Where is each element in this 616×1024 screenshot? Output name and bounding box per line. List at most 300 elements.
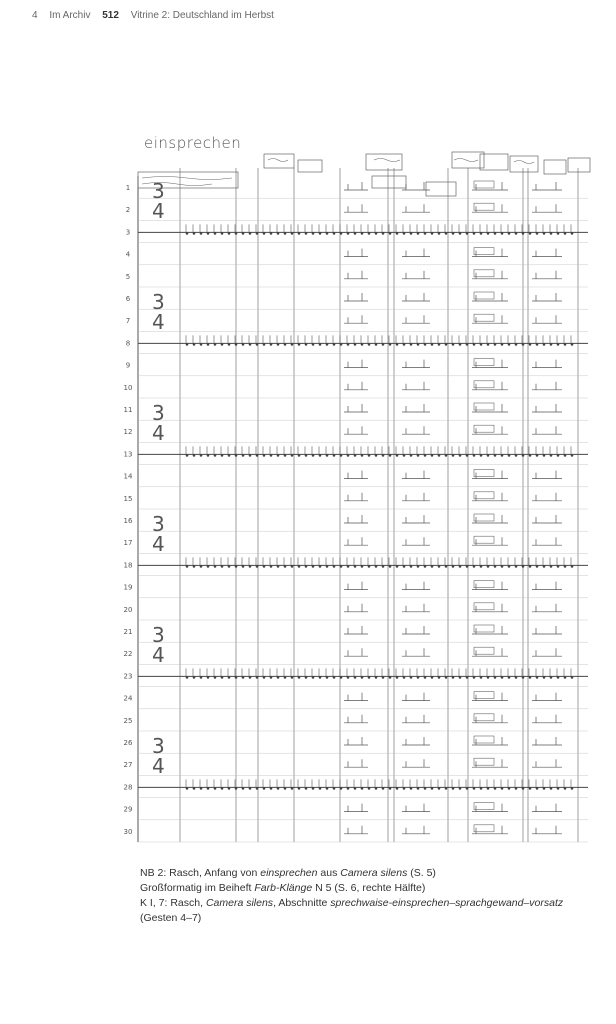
row-number: 5 — [125, 272, 131, 281]
note-head — [305, 565, 308, 568]
note-head — [564, 565, 567, 568]
notation-figure — [532, 715, 562, 723]
note-head — [536, 565, 539, 568]
note-head — [389, 343, 392, 346]
note-head — [263, 787, 266, 790]
note-head — [214, 565, 217, 568]
note-head — [200, 343, 203, 346]
header-handwriting — [374, 159, 400, 162]
header-handwriting — [454, 159, 478, 162]
note-head — [424, 454, 427, 457]
note-head — [431, 454, 434, 457]
note-head — [445, 454, 448, 457]
notation-figure — [344, 759, 368, 767]
note-head — [340, 565, 343, 568]
note-head — [487, 454, 490, 457]
note-head — [354, 676, 357, 679]
time-signature-top: 3 — [152, 734, 165, 758]
notation-figure — [472, 426, 508, 434]
note-head — [480, 232, 483, 235]
note-head — [361, 454, 364, 457]
note-head — [312, 787, 315, 790]
notation-figure — [402, 315, 430, 323]
note-head — [417, 787, 420, 790]
note-head — [375, 232, 378, 235]
notation-figure — [472, 582, 508, 590]
note-head — [452, 454, 455, 457]
notation-box — [474, 514, 494, 521]
notation-box — [474, 758, 494, 765]
note-head — [445, 232, 448, 235]
note-head — [347, 787, 350, 790]
notation-figure — [344, 537, 368, 545]
note-head — [263, 343, 266, 346]
row-number: 6 — [125, 295, 131, 303]
note-head — [242, 232, 245, 235]
note-head — [396, 676, 399, 679]
note-head — [340, 787, 343, 790]
notation-figure — [532, 826, 562, 834]
note-head — [277, 565, 280, 568]
note-head — [242, 343, 245, 346]
note-head — [361, 676, 364, 679]
note-head — [410, 676, 413, 679]
row-number: 12 — [123, 428, 133, 437]
score-manuscript — [118, 134, 602, 846]
notation-figure — [472, 315, 508, 323]
note-head — [494, 454, 497, 457]
notation-figure — [472, 759, 508, 767]
note-head — [564, 343, 567, 346]
note-head — [249, 565, 252, 568]
row-number: 8 — [125, 339, 131, 348]
note-head — [291, 565, 294, 568]
note-head — [256, 454, 259, 457]
note-head — [480, 676, 483, 679]
note-head — [347, 565, 350, 568]
time-signature-top: 3 — [152, 290, 165, 314]
note-head — [270, 454, 273, 457]
note-head — [186, 343, 189, 346]
notation-figure — [472, 648, 508, 656]
note-head — [431, 676, 434, 679]
notation-figure — [472, 804, 508, 812]
notation-figure — [532, 515, 562, 523]
note-head — [228, 787, 231, 790]
section-name: Im Archiv — [49, 10, 91, 21]
note-head — [382, 454, 385, 457]
note-head — [487, 343, 490, 346]
note-head — [536, 343, 539, 346]
notation-figure — [532, 271, 562, 279]
note-head — [221, 676, 224, 679]
note-head — [522, 454, 525, 457]
notation-figure — [344, 582, 368, 590]
notation-figure — [344, 804, 368, 812]
note-head — [557, 343, 560, 346]
note-head — [319, 343, 322, 346]
notation-figure — [472, 382, 508, 390]
notation-figure — [532, 537, 562, 545]
note-head — [571, 232, 574, 235]
row-number: 13 — [123, 450, 133, 459]
note-head — [354, 454, 357, 457]
note-head — [487, 787, 490, 790]
note-head — [200, 232, 203, 235]
time-signature-bottom: 4 — [152, 532, 165, 556]
note-head — [424, 343, 427, 346]
note-head — [235, 787, 238, 790]
notation-box — [474, 181, 494, 188]
note-head — [326, 454, 329, 457]
notation-box — [474, 381, 494, 388]
note-head — [396, 454, 399, 457]
row-number: 28 — [123, 783, 133, 792]
note-head — [277, 454, 280, 457]
note-head — [249, 454, 252, 457]
note-head — [242, 676, 245, 679]
note-head — [347, 454, 350, 457]
note-head — [536, 232, 539, 235]
notation-figure — [402, 204, 430, 212]
note-head — [571, 565, 574, 568]
note-head — [284, 787, 287, 790]
note-head — [277, 787, 280, 790]
note-head — [403, 787, 406, 790]
note-head — [305, 676, 308, 679]
note-head — [557, 787, 560, 790]
row-number: 10 — [123, 383, 133, 392]
note-head — [228, 565, 231, 568]
note-head — [543, 676, 546, 679]
note-head — [221, 232, 224, 235]
header-box — [568, 158, 590, 172]
note-head — [557, 232, 560, 235]
note-head — [403, 232, 406, 235]
running-head — [32, 10, 274, 21]
note-head — [207, 232, 210, 235]
note-head — [431, 787, 434, 790]
note-head — [487, 676, 490, 679]
notation-box — [474, 647, 494, 654]
note-head — [529, 343, 532, 346]
notation-figure — [402, 515, 430, 523]
note-head — [361, 232, 364, 235]
note-head — [193, 787, 196, 790]
notation-figure — [344, 182, 368, 190]
note-head — [305, 343, 308, 346]
notation-figure — [532, 404, 562, 412]
note-head — [284, 454, 287, 457]
note-head — [571, 787, 574, 790]
note-head — [263, 565, 266, 568]
note-head — [396, 232, 399, 235]
notation-figure — [344, 360, 368, 368]
notation-box — [474, 470, 494, 477]
note-head — [466, 676, 469, 679]
note-head — [256, 565, 259, 568]
score-title: einsprechen — [144, 134, 242, 152]
note-head — [368, 343, 371, 346]
notation-figure — [402, 759, 430, 767]
notation-box — [474, 403, 494, 410]
row-number: 7 — [125, 317, 131, 326]
note-head — [494, 343, 497, 346]
row-number: 22 — [123, 650, 133, 659]
note-head — [270, 565, 273, 568]
note-head — [291, 232, 294, 235]
note-head — [326, 343, 329, 346]
note-head — [571, 343, 574, 346]
notation-figure — [532, 315, 562, 323]
note-head — [473, 787, 476, 790]
note-head — [270, 787, 273, 790]
notation-figure — [472, 693, 508, 701]
note-head — [375, 787, 378, 790]
note-head — [368, 454, 371, 457]
note-head — [515, 565, 518, 568]
note-head — [543, 565, 546, 568]
notation-figure — [402, 626, 430, 634]
header-box — [372, 176, 406, 188]
page-left-number: 4 — [32, 10, 38, 21]
note-head — [459, 787, 462, 790]
note-head — [417, 676, 420, 679]
note-head — [200, 565, 203, 568]
row-number: 9 — [125, 361, 131, 370]
note-head — [452, 343, 455, 346]
note-head — [291, 454, 294, 457]
notation-box — [474, 692, 494, 699]
note-head — [396, 787, 399, 790]
time-signature-bottom: 4 — [152, 754, 165, 778]
notation-figure — [472, 471, 508, 479]
note-head — [242, 787, 245, 790]
note-head — [382, 565, 385, 568]
notation-figure — [472, 737, 508, 745]
note-head — [473, 565, 476, 568]
notation-figure — [344, 404, 368, 412]
note-head — [333, 787, 336, 790]
note-head — [389, 787, 392, 790]
note-head — [529, 676, 532, 679]
note-head — [501, 565, 504, 568]
note-head — [186, 565, 189, 568]
note-head — [291, 787, 294, 790]
notation-figure — [344, 471, 368, 479]
notation-figure — [532, 804, 562, 812]
note-head — [368, 676, 371, 679]
notation-figure — [532, 626, 562, 634]
note-head — [459, 232, 462, 235]
notation-figure — [344, 826, 368, 834]
note-head — [522, 787, 525, 790]
note-head — [277, 232, 280, 235]
note-head — [382, 787, 385, 790]
note-head — [403, 676, 406, 679]
note-head — [571, 454, 574, 457]
notation-figure — [402, 693, 430, 701]
notation-figure — [344, 626, 368, 634]
note-head — [298, 676, 301, 679]
notation-figure — [402, 648, 430, 656]
note-head — [473, 454, 476, 457]
note-head — [529, 565, 532, 568]
note-head — [312, 565, 315, 568]
note-head — [501, 454, 504, 457]
note-head — [193, 454, 196, 457]
note-head — [200, 787, 203, 790]
note-head — [375, 565, 378, 568]
note-head — [368, 232, 371, 235]
note-head — [557, 676, 560, 679]
note-head — [501, 676, 504, 679]
note-head — [361, 787, 364, 790]
note-head — [536, 787, 539, 790]
row-number: 23 — [123, 672, 133, 681]
note-head — [508, 454, 511, 457]
row-number: 2 — [125, 206, 131, 215]
note-head — [298, 454, 301, 457]
notation-figure — [532, 360, 562, 368]
note-head — [347, 343, 350, 346]
note-head — [242, 454, 245, 457]
notation-figure — [344, 515, 368, 523]
row-number: 4 — [125, 250, 131, 259]
note-head — [340, 676, 343, 679]
note-head — [235, 454, 238, 457]
notation-figure — [472, 271, 508, 279]
notation-figure — [402, 271, 430, 279]
note-head — [564, 454, 567, 457]
note-head — [515, 343, 518, 346]
note-head — [221, 454, 224, 457]
note-head — [305, 232, 308, 235]
note-head — [249, 787, 252, 790]
note-head — [235, 676, 238, 679]
notation-box — [474, 803, 494, 810]
note-head — [452, 787, 455, 790]
note-head — [382, 343, 385, 346]
notation-figure — [472, 293, 508, 301]
note-head — [333, 232, 336, 235]
note-head — [228, 454, 231, 457]
note-head — [340, 232, 343, 235]
note-head — [319, 787, 322, 790]
note-head — [326, 787, 329, 790]
note-head — [410, 565, 413, 568]
note-head — [235, 343, 238, 346]
notation-figure — [402, 493, 430, 501]
notation-box — [474, 714, 494, 721]
note-head — [277, 343, 280, 346]
notation-figure — [472, 537, 508, 545]
note-head — [515, 232, 518, 235]
note-head — [466, 232, 469, 235]
notation-figure — [402, 382, 430, 390]
note-head — [221, 565, 224, 568]
note-head — [361, 565, 364, 568]
note-head — [410, 787, 413, 790]
note-head — [431, 565, 434, 568]
note-head — [501, 343, 504, 346]
note-head — [305, 787, 308, 790]
note-head — [494, 565, 497, 568]
note-head — [508, 565, 511, 568]
note-head — [480, 343, 483, 346]
note-head — [459, 454, 462, 457]
note-head — [424, 787, 427, 790]
note-head — [529, 232, 532, 235]
notation-figure — [532, 759, 562, 767]
note-head — [389, 565, 392, 568]
note-head — [445, 676, 448, 679]
note-head — [354, 343, 357, 346]
note-head — [550, 232, 553, 235]
notation-figure — [402, 804, 430, 812]
note-head — [284, 565, 287, 568]
note-head — [543, 454, 546, 457]
note-head — [508, 787, 511, 790]
note-head — [466, 343, 469, 346]
note-head — [270, 343, 273, 346]
note-head — [298, 232, 301, 235]
note-head — [487, 232, 490, 235]
note-head — [564, 676, 567, 679]
note-head — [284, 676, 287, 679]
header-box — [426, 182, 456, 196]
notation-figure — [532, 382, 562, 390]
time-signature-bottom: 4 — [152, 199, 165, 223]
time-signature-top: 3 — [152, 179, 165, 203]
note-head — [270, 232, 273, 235]
notation-figure — [344, 648, 368, 656]
note-head — [445, 565, 448, 568]
note-head — [424, 232, 427, 235]
note-head — [403, 343, 406, 346]
note-head — [193, 343, 196, 346]
notation-figure — [532, 493, 562, 501]
notation-figure — [472, 404, 508, 412]
note-head — [186, 232, 189, 235]
note-head — [438, 565, 441, 568]
notation-figure — [532, 582, 562, 590]
note-head — [508, 343, 511, 346]
caption-line-1: NB 2: Rasch, Anfang von einsprechen aus Camera silens (S. 5) — [140, 867, 436, 879]
note-head — [522, 343, 525, 346]
note-head — [347, 232, 350, 235]
header-box — [452, 152, 484, 168]
note-head — [319, 232, 322, 235]
note-head — [221, 787, 224, 790]
time-signature-top: 3 — [152, 623, 165, 647]
notation-figure — [344, 271, 368, 279]
note-head — [417, 343, 420, 346]
notation-figure — [532, 293, 562, 301]
note-head — [515, 676, 518, 679]
notation-box — [474, 270, 494, 277]
note-head — [438, 454, 441, 457]
note-head — [459, 565, 462, 568]
note-head — [347, 676, 350, 679]
notation-figure — [532, 604, 562, 612]
note-head — [417, 565, 420, 568]
notation-figure — [344, 715, 368, 723]
notation-figure — [344, 293, 368, 301]
note-head — [228, 676, 231, 679]
row-number: 20 — [123, 605, 133, 614]
caption-line-3: K I, 7: Rasch, Camera silens, Abschnitte sprechwaise-einsprechen–sprachgewand–vorsatz — [140, 897, 564, 909]
